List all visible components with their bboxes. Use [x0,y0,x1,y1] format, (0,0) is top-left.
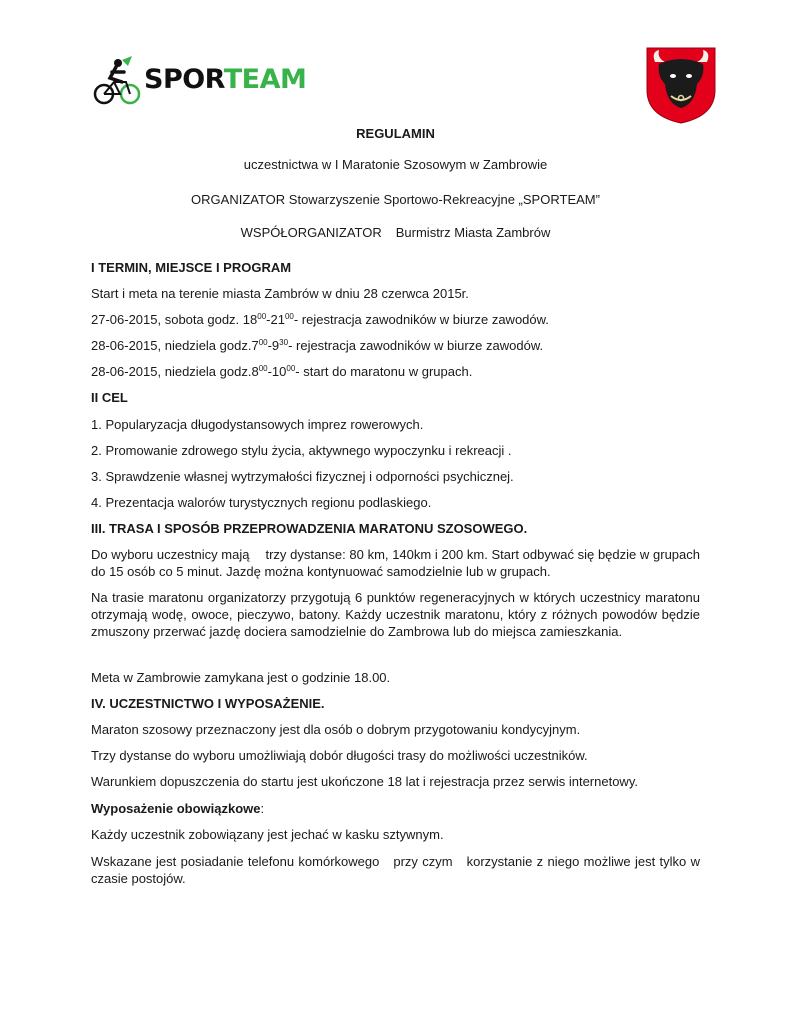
cyclist-icon [92,56,144,108]
logo-wordmark: SPORTEAM [144,64,307,95]
section-3-paragraph: Do wyboru uczestnicy mają trzy dystanse: 80 km, 140km i 200 km. Start odbywać się będzie w grupach do 15 osób co 5 minut. Jazdę można kontynuować samodzielnie lub w grupach. [91,547,700,579]
coorganizer-line [0,225,791,240]
equipment-heading: Wyposażenie obowiązkowe: [91,801,265,816]
document-title: REGULAMIN [356,126,435,141]
list-item: 2. Promowanie zdrowego stylu życia, aktywnego wypoczynku i rekreacji . [91,443,512,458]
sporteam-logo [92,56,307,108]
schedule-line: 27-06-2015, sobota godz. $18^{00}-21^{00}-$ rejestracja zawodników w biurze zawodów. [91,312,549,327]
section-4-heading: IV. UCZESTNICTWO I WYPOSAŻENIE. [91,696,325,711]
organizer-line: ORGANIZATOR Stowarzyszenie Sportowo-Rekreacyjne „SPORTEAM” [191,192,600,207]
section-1-paragraph: Start i meta na terenie miasta Zambrów w dniu 28 czerwca 2015r. [91,286,469,301]
section-4-paragraph: Warunkiem dopuszczenia do startu jest ukończone 18 lat i rejestracja przez serwis internetowy. [91,774,638,789]
section-3-paragraph: Na trasie maratonu organizatorzy przygotują 6 punktów regeneracyjnych w których uczestnicy maratonu otrzymają wodę, owoce, pieczywo, batony. Każdy uczestnik maratonu, który z różnych powodów będzie zmuszony przerwać jazdę dociera samodzielnie do Zambrowa lub do miejsca zamieszkania. [91,590,700,639]
section-3-paragraph: Meta w Zambrowie zamykana jest o godzinie 18.00. [91,670,391,685]
bison-crest-icon [645,46,717,124]
document-subtitle: uczestnictwa w I Maratonie Szosowym w Zambrowie [243,157,548,172]
section-4-paragraph: Wskazane jest posiadanie telefonu komórkowego przy czym korzystanie z niego możliwe jest tylko w czasie postojów. [91,854,700,886]
section-3-heading: III. TRASA I SPOSÓB PRZEPROWADZENIA MARATONU SZOSOWEGO. [91,521,528,536]
list-item: 4. Prezentacja walorów turystycznych regionu podlaskiego. [91,495,432,510]
schedule-line: 28-06-2015, niedziela $godz.8^{00}-10^{00}-$ start do maratonu w grupach. [91,364,473,379]
section-1-heading: I TERMIN, MIEJSCE I PROGRAM [91,260,292,275]
coorganizer-value: Burmistrz Miasta Zambrów [395,225,551,240]
section-4-paragraph: Trzy dystanse do wyboru umożliwiają dobór długości trasy do możliwości uczestników. [91,748,588,763]
list-item: 3. Sprawdzenie własnej wytrzymałości fizycznej i odporności psychicznej. [91,469,514,484]
list-item: 1. Popularyzacja długodystansowych imprez rowerowych. [91,417,424,432]
section-2-heading: II CEL [91,390,128,405]
section-4-paragraph: Każdy uczestnik zobowiązany jest jechać w kasku sztywnym. [91,827,444,842]
schedule-line: 28-06-2015, niedziela $godz.7^{00}-9^{30}-$ rejestracja zawodników w biurze zawodów. [91,338,544,353]
section-4-paragraph: Maraton szosowy przeznaczony jest dla osób o dobrym przygotowaniu kondycyjnym. [91,722,581,737]
coorganizer-label: WSPÓŁORGANIZATOR [240,225,382,240]
